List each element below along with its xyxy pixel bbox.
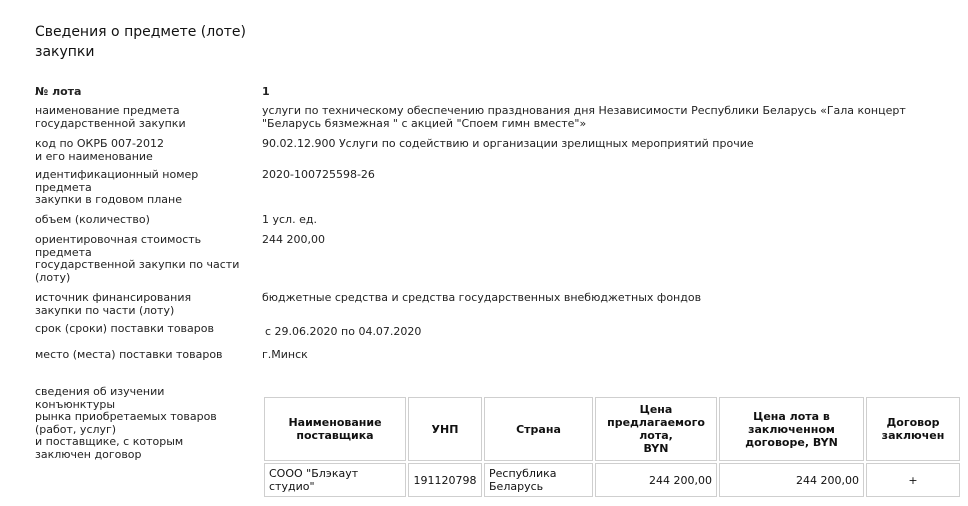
col-unp: УНП [408,397,482,461]
col-country: Страна [484,397,593,461]
contract-concluded-cell: + [866,463,960,497]
col-contract-price: Цена лота в заключенном договоре, BYN [719,397,864,461]
volume-label: объем (количество) [35,213,150,226]
unp-cell: 191120798 [408,463,482,497]
col-offered-price: Цена предлагаемого лота, BYN [595,397,717,461]
cost-value: 244 200,00 [262,233,325,246]
col-supplier-name: Наименование поставщика [264,397,406,461]
funding-value: бюджетные средства и средства государственных внебюджетных фондов [262,291,702,304]
table-header-row [264,397,960,461]
offered-price-cell: 244 200,00 [595,463,717,497]
id-number-value: 2020-100725598-26 [262,168,375,181]
lot-number-label: № лота [35,85,82,98]
delivery-place-value: г.Минск [262,348,308,361]
id-number-label: идентификационный номер предмета закупки в годовом плане [35,168,199,206]
market-study-label: сведения об изучении конъюнктуры рынка приобретаемых товаров (работ, услуг) и поставщике, с которым заключен договор [35,385,217,461]
supplier-table [262,395,962,499]
contract-price-cell: 244 200,00 [719,463,864,497]
okrb-label: код по ОКРБ 007-2012 и его наименование [35,137,164,163]
page-title: Сведения о предмете (лоте) закупки [35,24,247,60]
table-row [264,463,960,497]
cost-label: ориентировочная стоимость предмета государственной закупки по части (лоту) [35,233,240,284]
okrb-value: 90.02.12.900 Услуги по содействию и организации зрелищных мероприятий прочие [262,137,754,150]
volume-value: 1 усл. ед. [262,213,317,226]
supplier-name-cell: СООО "Блэкаут студио" [264,463,406,497]
delivery-place-label: место (места) поставки товаров [35,348,223,361]
country-cell: Республика Беларусь [484,463,593,497]
funding-label: источник финансирования закупки по части (лоту) [35,291,192,317]
subject-value: услуги по техническому обеспечению празднования дня Независимости Республики Беларусь «Гала концерт "Беларусь бязмежная " с акцией "Споем гимн вместе"» [262,104,906,130]
delivery-term-value: с 29.06.2020 по 04.07.2020 [265,325,422,338]
delivery-term-label: срок (сроки) поставки товаров [35,322,214,335]
subject-label: наименование предмета государственной закупки [35,104,186,130]
lot-number-value: 1 [262,85,270,98]
col-contract-concluded: Договор заключен [866,397,960,461]
